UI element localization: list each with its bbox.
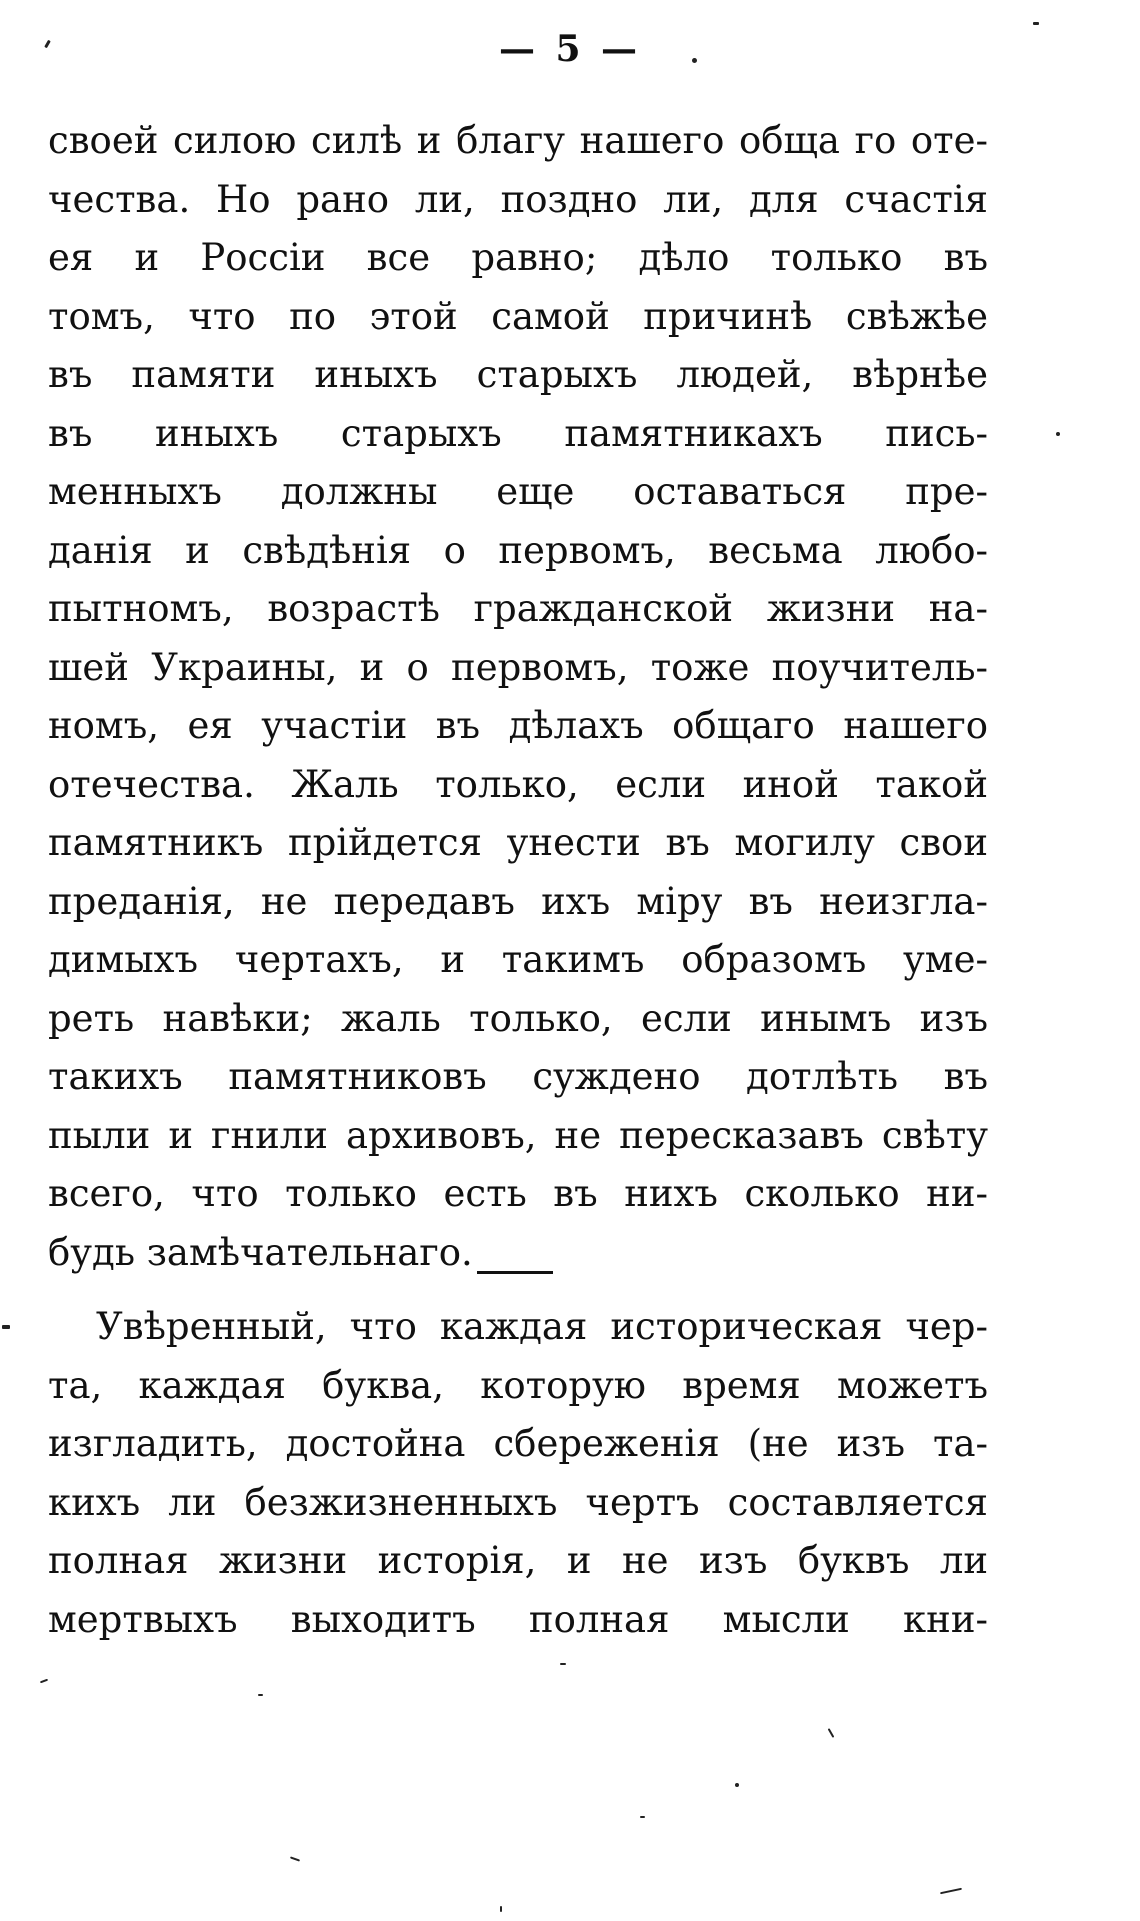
- scan-speck: [560, 1663, 566, 1665]
- scan-speck: [692, 58, 697, 63]
- text-line: въ иныхъ старыхъ памятникахъ пись-: [48, 411, 988, 455]
- text-line: менныхъ должны еще оставаться пре-: [48, 470, 988, 513]
- scan-speck: [500, 1906, 502, 1912]
- text-line: изгладить, достойна сбереженія (не изъ та-: [48, 1422, 988, 1465]
- text-line: томъ, что по этой самой причинѣ свѣжѣе: [48, 294, 988, 338]
- scan-speck: [735, 1783, 739, 1787]
- text-line: шей Украины, и о первомъ, тоже поучитель-: [48, 645, 988, 689]
- text-line: въ памяти иныхъ старыхъ людей, вѣрнѣе: [48, 353, 988, 396]
- text-line: та, каждая буква, которую время можетъ: [48, 1363, 988, 1407]
- text-line: номъ, ея участіи въ дѣлахъ общаго нашего: [48, 704, 988, 747]
- scan-speck: [258, 1694, 263, 1696]
- scan-speck: [940, 1888, 962, 1895]
- scan-speck: [2, 1325, 10, 1329]
- text-line: мертвыхъ выходитъ полная мысли кни-: [48, 1597, 988, 1641]
- scan-speck: [290, 1856, 300, 1861]
- scan-speck: [1033, 22, 1039, 25]
- text-line: Увѣренный, что каждая историческая чер-: [96, 1305, 988, 1348]
- text-line: кихъ ли безжизненныхъ чертъ составляется: [48, 1480, 988, 1524]
- text-line: чества. Но рано ли, поздно ли, для счастія: [48, 177, 988, 221]
- section-divider: [477, 1271, 553, 1274]
- text-line: будь замѣчательнаго.: [48, 1230, 473, 1274]
- scan-speck: [828, 1728, 835, 1738]
- scan-speck: [40, 1679, 48, 1684]
- text-line: димыхъ чертахъ, и такимъ образомъ уме-: [48, 938, 988, 981]
- text-line: пытномъ, возрастѣ гражданской жизни на-: [48, 587, 988, 630]
- text-line: преданія, не передавъ ихъ міру въ неизгла-: [48, 879, 988, 923]
- text-line: ея и Россіи все равно; дѣло только въ: [48, 236, 988, 279]
- paragraph-2: [48, 1298, 988, 1649]
- text-line: памятникъ прійдется унести въ могилу свои: [48, 821, 988, 864]
- text-line: отечества. Жаль только, если иной такой: [48, 762, 988, 806]
- scan-speck: [640, 1816, 645, 1818]
- text-line: данія и свѣдѣнія о первомъ, весьма любо-: [48, 528, 988, 572]
- text-line: полная жизни исторія, и не изъ буквъ ли: [48, 1539, 988, 1582]
- text-line: всего, что только есть въ нихъ сколько ни-: [48, 1172, 988, 1215]
- page-number: — 5 —: [498, 28, 642, 70]
- text-line: пыли и гнили архивовъ, не пересказавъ свѣту: [48, 1113, 988, 1157]
- text-line: реть навѣки; жаль только, если инымъ изъ: [48, 996, 988, 1040]
- paragraph-1: [48, 112, 988, 1282]
- text-line: своей силою силѣ и благу нашего обща го оте-: [48, 119, 988, 162]
- scan-speck: [1056, 432, 1060, 436]
- text-line: такихъ памятниковъ суждено дотлѣть въ: [48, 1055, 988, 1098]
